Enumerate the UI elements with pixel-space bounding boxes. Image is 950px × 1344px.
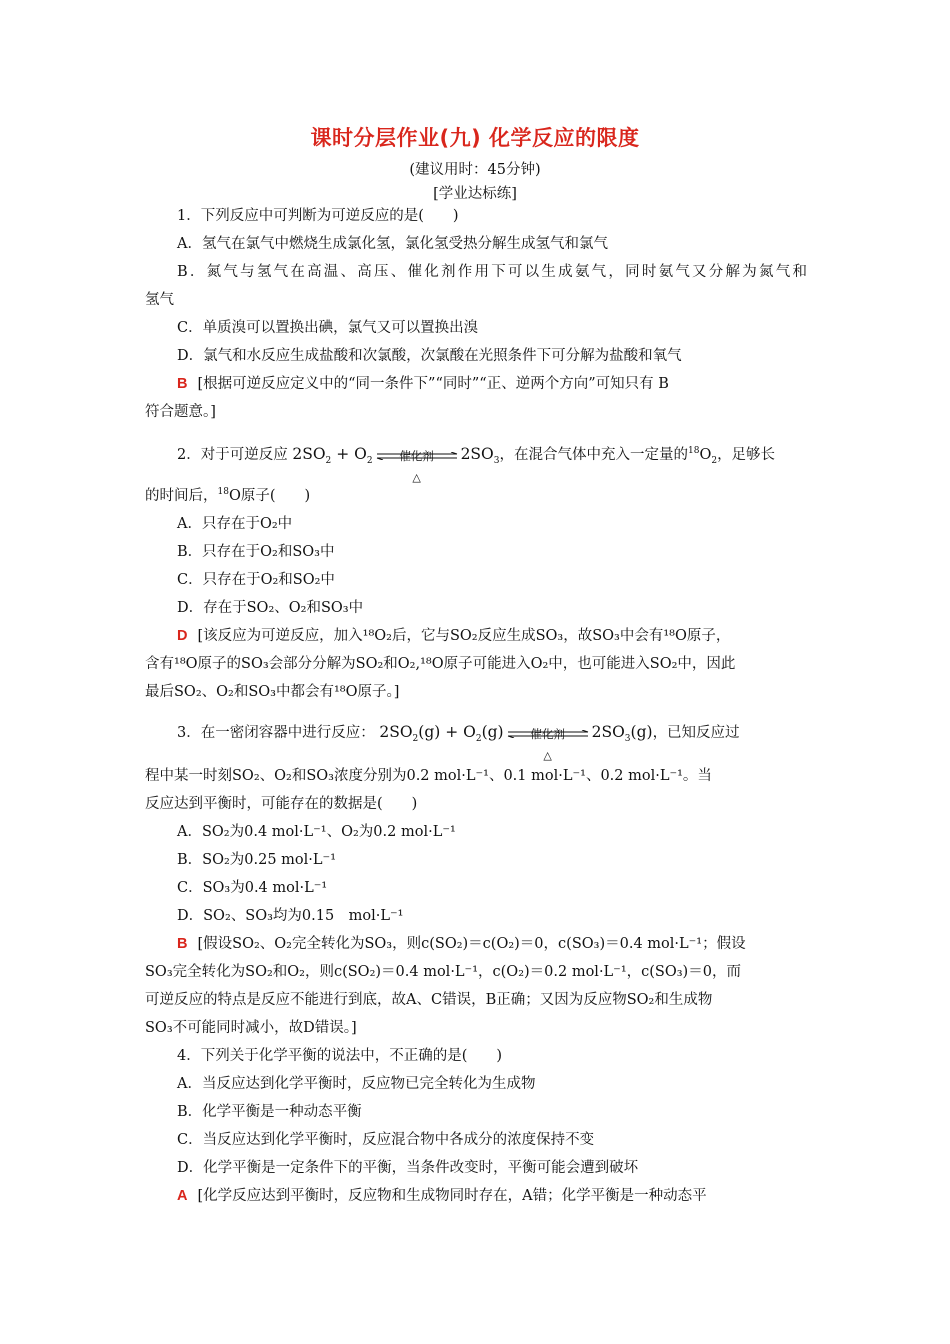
q2-stem-line2: 的时间后，$^{18}$O原子( ): [145, 487, 311, 504]
q1-option-b: B．氮气与氢气在高温、高压、催化剂作用下可以生成氨气，同时氨气又分解为氮气和: [177, 264, 807, 280]
q4-option-d: D．化学平衡是一定条件下的平衡，当条件改变时，平衡可能会遭到破坏: [177, 1160, 639, 1176]
q3-answer: B: [177, 936, 188, 952]
q3-stem-pre: 3．在一密闭容器中进行反应：: [177, 725, 375, 741]
q3-equation-left: $2SO_2(g) + O_2(g)$: [379, 723, 504, 745]
q4-stem: 4．下列关于化学平衡的说法中，不正确的是( ): [177, 1048, 503, 1064]
heat-label: △: [412, 471, 421, 484]
catalyst-label: 催化剂: [530, 727, 565, 741]
q4-explanation: [化学反应达到平衡时，反应物和生成物同时存在，A错；化学平衡是一种动态平: [197, 1188, 707, 1204]
q2-explanation: [该反应为可逆反应，加入¹⁸O₂后，它与SO₂反应生成SO₃，故SO₃中会有¹⁸O原子，: [197, 628, 731, 644]
q2-option-c: C．只存在于O₂和SO₂中: [177, 572, 335, 588]
catalyst-label: 催化剂: [399, 449, 434, 463]
q4-answer: A: [177, 1188, 188, 1204]
q2-equation-left: $2SO_2 + O_2$: [292, 445, 373, 467]
equilibrium-arrows-icon: [506, 730, 590, 738]
q2-line2-text-b: 原子( ): [240, 488, 311, 504]
q3-stem-line3: 反应达到平衡时，可能存在的数据是( ): [145, 796, 418, 812]
page-title: 课时分层作业(九) 化学反应的限度: [310, 126, 640, 150]
q2-stem-post: ，在混合气体中充入一定量的: [499, 447, 688, 463]
q3-explanation-cont: SO₃完全转化为SO₂和O₂，则c(SO₂)＝0.4 mol·L⁻¹，c(O₂)＝0.2 mol·L⁻¹，c(SO₃)＝0，而: [145, 964, 741, 980]
time-hint: (建议用时：45分钟): [409, 162, 541, 178]
heat-label: △: [543, 749, 552, 762]
section-heading: [学业达标练]: [433, 186, 517, 202]
q3-answer-line: [177, 934, 839, 954]
equilibrium-arrows-icon: [375, 452, 459, 460]
q4-option-b: B．化学平衡是一种动态平衡: [177, 1104, 362, 1120]
q1-option-d: D．氯气和水反应生成盐酸和次氯酸，次氯酸在光照条件下可分解为盐酸和氧气: [177, 348, 682, 364]
q2-option-d: D．存在于SO₂、O₂和SO₃中: [177, 600, 364, 616]
q3-stem-line2: 程中某一时刻SO₂、O₂和SO₃浓度分别为0.2 mol·L⁻¹、0.1 mol·L⁻¹、0.2 mol·L⁻¹。当: [145, 768, 712, 784]
q2-answer-line: [177, 626, 839, 646]
q1-explanation: [根据可逆反应定义中的“同一条件下”“同时”“正、逆两个方向”可知只有 B: [197, 376, 669, 392]
q2-answer: D: [177, 628, 188, 644]
q1-option-b-cont: 氢气: [145, 292, 174, 308]
q3-option-b: B．SO₂为0.25 mol·L⁻¹: [177, 852, 337, 868]
q4-option-a: A．当反应达到化学平衡时，反应物已完全转化为生成物: [177, 1076, 536, 1092]
q1-answer-line: [177, 374, 839, 394]
q2-stem: 2．对于可逆反应 $2SO_2 + O_2$ 催化剂 △ $2SO_3$，在混合气体中充入一定量的$^{18}O_2$，足够长: [177, 436, 839, 472]
q2-stem-post2: ，足够长: [717, 447, 776, 463]
q4-option-c: C．当反应达到化学平衡时，反应混合物中各成分的浓度保持不变: [177, 1132, 595, 1148]
q3-option-d: D．SO₂、SO₃均为0.15 mol·L⁻¹: [177, 908, 404, 924]
q1-option-c: C．单质溴可以置换出碘，氯气又可以置换出溴: [177, 320, 479, 336]
q1-answer: B: [177, 376, 188, 392]
q3-option-a: A．SO₂为0.4 mol·L⁻¹、O₂为0.2 mol·L⁻¹: [177, 824, 456, 840]
q3-stem-post: ，已知反应过: [652, 725, 740, 741]
q2-option-a: A．只存在于O₂中: [177, 516, 293, 532]
q3-explanation: [假设SO₂、O₂完全转化为SO₃，则c(SO₂)＝c(O₂)＝0，c(SO₃)＝0.4 mol·L⁻¹；假设: [197, 936, 746, 952]
q3-equation-right: $2SO_3(g)$: [591, 723, 653, 745]
q1-explanation-cont: 符合题意。]: [145, 404, 216, 420]
q1-stem: 1．下列反应中可判断为可逆反应的是( ): [177, 208, 459, 224]
q2-stem-pre: 2．对于可逆反应: [177, 447, 288, 463]
q2-option-b: B．只存在于O₂和SO₃中: [177, 544, 335, 560]
q3-explanation-cont2: 可逆反应的特点是反应不能进行到底，故A、C错误，B正确；又因为反应物SO₂和生成物: [145, 992, 713, 1008]
q4-answer-line: [177, 1186, 839, 1206]
q2-equation-right: $2SO_3$: [460, 445, 500, 467]
q1-option-a: A．氢气在氯气中燃烧生成氯化氢，氯化氢受热分解生成氢气和氯气: [177, 236, 608, 252]
reversible-arrow: [506, 716, 590, 762]
q3-explanation-cont3: SO₃不可能同时减小，故D错误。]: [145, 1020, 357, 1036]
q2-explanation-cont2: 最后SO₂、O₂和SO₃中都会有¹⁸O原子。]: [145, 684, 400, 700]
reversible-arrow: [375, 438, 459, 484]
q3-option-c: C．SO₃为0.4 mol·L⁻¹: [177, 880, 328, 896]
q2-line2-text: 的时间后，: [145, 488, 218, 504]
q2-explanation-cont: 含有¹⁸O原子的SO₃会部分分解为SO₂和O₂,¹⁸O原子可能进入O₂中，也可能进入SO₂中，因此: [145, 656, 736, 672]
q3-stem: [177, 714, 839, 762]
